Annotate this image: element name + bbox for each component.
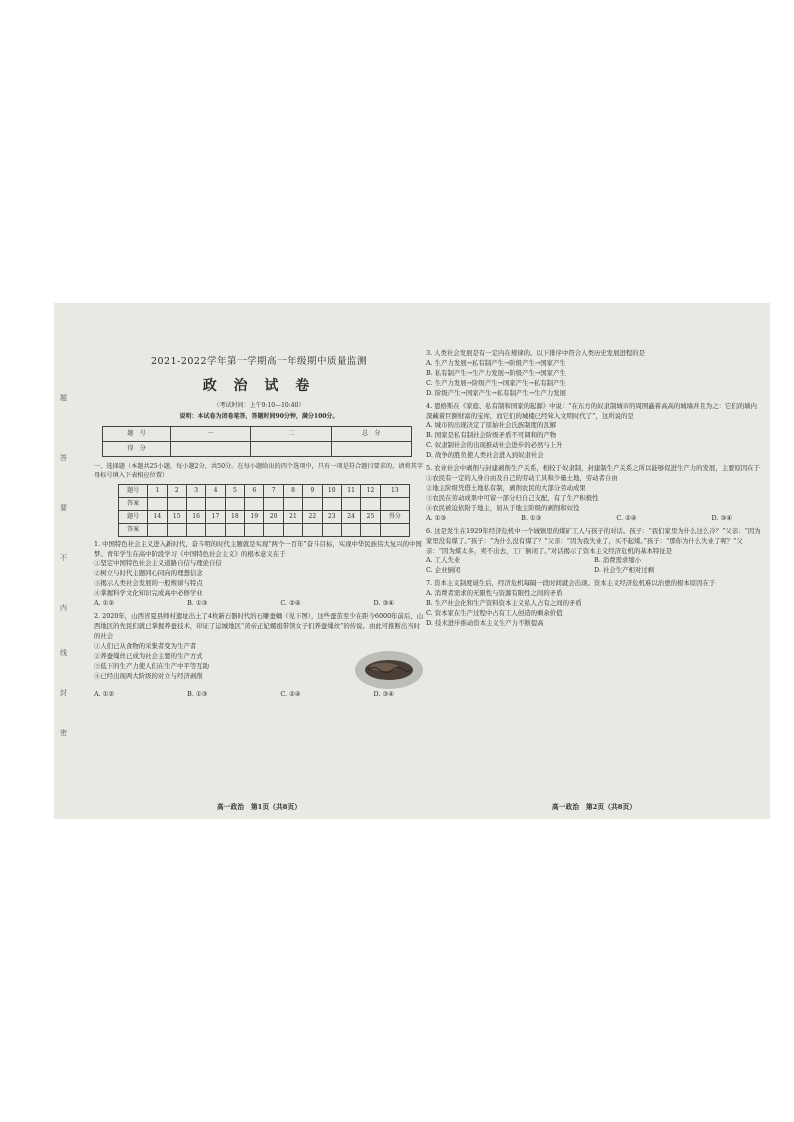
option: C. 资本家在生产过程中占有工人创造的剩余价值 (426, 609, 563, 618)
answer-input-cell[interactable] (186, 497, 205, 510)
exam-sheet (54, 303, 770, 819)
question-number-cell: 13 (380, 484, 409, 497)
option: A. 城市的出现决定了原始社会氏族制度的瓦解 (426, 421, 557, 430)
answer-input-cell[interactable] (303, 497, 322, 510)
choice-b: B. ①③ (521, 513, 542, 522)
question-stem: 7. 资本主义制度诞生后，经济危机每隔一段时间就会出现。资本主义经济危机难以治愈的根本原因在于 (426, 579, 716, 588)
question-number-cell: 得分 (380, 510, 409, 523)
choices-row (94, 599, 424, 609)
margin-label: 封 (60, 689, 67, 697)
exam-subject: 政 治 试 卷 (202, 377, 316, 394)
statement: ④已经出现两大阶级的对立与经济剥削 (94, 671, 203, 680)
answer-input-cell[interactable] (341, 523, 360, 536)
question-number-cell: 20 (264, 510, 283, 523)
answer-input-cell[interactable] (264, 523, 283, 536)
question-number-cell: 25 (361, 510, 380, 523)
statement: ③揭示人类社会发展的一般规律与特点 (94, 579, 203, 588)
page-2-footer: 高一政治 第2页（共8页） (551, 803, 637, 812)
question-number-cell: 3 (186, 484, 205, 497)
statement: ④农民被迫依附于地主，屈从于地主阶级的剥削和奴役 (426, 503, 580, 512)
question-6 (426, 527, 762, 577)
margin-label: 线 (60, 649, 67, 657)
margin-label: 内 (60, 604, 67, 612)
choice-a: A. ①③ (426, 513, 447, 522)
score-input-cell[interactable] (170, 442, 250, 457)
answer-table (118, 484, 410, 537)
answer-input-cell[interactable] (206, 497, 225, 510)
answer-input-cell[interactable] (361, 497, 380, 510)
choice-c: C. ②④ (280, 689, 301, 698)
answer-input-cell[interactable] (186, 523, 205, 536)
margin-label: 要 (60, 504, 67, 512)
choice-c: C. ②④ (280, 599, 301, 608)
choice-d: D. ③④ (373, 689, 394, 698)
answer-input-cell[interactable] (167, 497, 186, 510)
option: D. 阶级产生→国家产生→私有制产生→生产力发展 (426, 388, 567, 397)
question-number-cell: 8 (283, 484, 302, 497)
question-number-cell: 12 (361, 484, 380, 497)
answer-input-cell[interactable] (380, 497, 409, 510)
answer-row-label: 题号 (119, 510, 148, 523)
exam-title: 2021-2022学年第一学期高一年级期中质量监测 (150, 356, 368, 367)
question-4 (426, 402, 762, 462)
answer-row-label: 答案 (119, 497, 148, 510)
question-number-cell: 9 (303, 484, 322, 497)
choice-d: D. 社会生产相对过剩 (594, 566, 655, 575)
statement: ①坚定中国特色社会主义道路自信与理论自信 (94, 559, 222, 568)
option: B. 私有制产生→生产力发展→阶级产生→国家产生 (426, 368, 566, 377)
answer-row-label: 答案 (119, 523, 148, 536)
option: B. 生产社会化和生产资料资本主义私人占有之间的矛盾 (426, 599, 582, 608)
choice-a: A. ①② (94, 599, 115, 608)
answer-input-cell[interactable] (225, 497, 244, 510)
choice-c: C. 企业倒闭 (426, 566, 461, 575)
margin-label: 密 (60, 729, 67, 737)
question-number-cell: 14 (148, 510, 167, 523)
option: D. 技术进步推动资本主义生产力不断提高 (426, 618, 544, 627)
answer-row-label: 题号 (119, 484, 148, 497)
option: A. 消费者需求的无限性与资源有限性之间的矛盾 (426, 589, 563, 598)
option: C. 奴隶制社会的出现推动社会进步的必然与上升 (426, 441, 563, 450)
question-number-cell: 15 (167, 510, 186, 523)
question-number-cell: 10 (322, 484, 341, 497)
exam-note: 说明：本试卷为闭卷笔答，答题时间90分钟，满分100分。 (179, 412, 339, 420)
answer-input-cell[interactable] (361, 523, 380, 536)
question-number-cell: 17 (206, 510, 225, 523)
margin-label: 题 (60, 394, 67, 402)
answer-input-cell[interactable] (283, 523, 302, 536)
question-5 (426, 464, 762, 524)
score-input-cell[interactable] (251, 442, 331, 457)
stone-silkworm-image (354, 650, 424, 690)
answer-input-cell[interactable] (148, 523, 167, 536)
question-3 (426, 349, 762, 399)
score-cell: 总 分 (331, 427, 411, 442)
answer-input-cell[interactable] (264, 497, 283, 510)
section-1-heading: 一、选择题（本题共25小题，每小题2分，共50分。在每小题给出的四个选项中，只有一项是符合题目要求的，请将其字母标号填入下表相应位置） (94, 463, 424, 480)
question-number-cell: 2 (167, 484, 186, 497)
question-number-cell: 5 (225, 484, 244, 497)
answer-input-cell[interactable] (245, 497, 264, 510)
statement: ④掌握科学文化知识完成高中必修学业 (94, 589, 203, 598)
choice-b: B. ①③ (187, 689, 208, 698)
choice-b: B. ①③ (187, 599, 208, 608)
question-number-cell: 6 (245, 484, 264, 497)
answer-input-cell[interactable] (380, 523, 409, 536)
choice-d: D. ③④ (373, 599, 394, 608)
option: A. 生产力发展→私有制产生→阶级产生→国家产生 (426, 358, 566, 367)
page-2 (426, 303, 762, 819)
answer-input-cell[interactable] (303, 523, 322, 536)
option: D. 战争的胜负使人类社会进入到奴隶社会 (426, 451, 544, 460)
choice-b: B. 消费需求缩小 (594, 556, 642, 565)
margin-label: 不 (60, 554, 67, 562)
choice-a: A. ①② (94, 689, 115, 698)
option: B. 国家是私有制社会阶级矛盾不可调和的产物 (426, 431, 557, 440)
statement: ②树立与时代主题同心同向的理想信念 (94, 569, 203, 578)
statement: ②养蚕缫丝已成为社会主要的生产方式 (94, 651, 203, 660)
answer-input-cell[interactable] (225, 523, 244, 536)
answer-input-cell[interactable] (341, 497, 360, 510)
score-cell: 题 号 (103, 427, 171, 442)
answer-input-cell[interactable] (322, 497, 341, 510)
question-2 (94, 612, 424, 700)
page-1 (94, 303, 424, 819)
answer-input-cell[interactable] (322, 523, 341, 536)
question-number-cell: 16 (186, 510, 205, 523)
choices-row (426, 514, 762, 524)
score-cell: 二 (251, 427, 331, 442)
page-1-footer: 高一政治 第1页（共8页） (216, 803, 302, 812)
answer-input-cell[interactable] (245, 523, 264, 536)
question-stem: 4. 恩格斯在《家庭、私有制和国家的起源》中说：“在东方的奴隶制城市的周围矗着高高的城墙并且为之：它们的墙内深藏着巨额财富的宝库，而它们的城楼已经耸入文明时代了”，这所说的是 (426, 401, 757, 420)
statement: ②地主阶级凭借土地私有制，剥削农民的大部分劳动成果 (426, 483, 586, 492)
question-stem: 5. 农业社会中剥削与封建剥削生产关系，相较于奴隶制，封建制生产关系之所以能够促进生产力的发展，主要原因在于 (426, 464, 761, 473)
margin-label: 答 (60, 454, 67, 462)
exam-time: （考试时间：上午9:10—10:40） (213, 402, 305, 410)
question-stem: 3. 人类社会发展是有一定内在规律的。以下排序中符合人类历史发展进程的是 (426, 349, 646, 357)
choice-c: C. ②④ (616, 513, 637, 522)
score-cell: 得 分 (103, 442, 171, 457)
score-table (102, 426, 412, 457)
question-stem: 1. 中国特色社会主义进入新时代，奋斗明的时代主题就是实现“两个一百年”奋斗目标，实现中华民族伟大复兴的中国梦。青年学生在高中阶段学习《中国特色社会主义》的根本意义在于 (94, 539, 422, 558)
question-number-cell: 18 (225, 510, 244, 523)
score-input-cell[interactable] (331, 442, 411, 457)
question-1 (94, 540, 424, 609)
question-number-cell: 11 (341, 484, 360, 497)
choices-row (94, 690, 424, 700)
statement: ①人们已从食物的采集者变为生产者 (94, 641, 197, 650)
question-7 (426, 579, 762, 629)
question-number-cell: 4 (206, 484, 225, 497)
statement: ③农民在劳动成果中可留一部分归自己支配，有了生产积极性 (426, 493, 599, 502)
answer-input-cell[interactable] (167, 523, 186, 536)
statement: ①农民有一定的人身自由及自己的劳动工具和少量土地，劳动者自由 (426, 474, 618, 483)
binding-margin (54, 303, 78, 819)
question-number-cell: 7 (264, 484, 283, 497)
answer-input-cell[interactable] (206, 523, 225, 536)
statement: ③低下的生产力使人们在生产中平等互助 (94, 661, 210, 670)
question-number-cell: 19 (245, 510, 264, 523)
question-number-cell: 23 (322, 510, 341, 523)
choice-d: D. ③④ (711, 513, 732, 522)
option: C. 生产力发展→阶级产生→国家产生→私有制产生 (426, 378, 566, 387)
score-cell: 一 (170, 427, 250, 442)
answer-input-cell[interactable] (148, 497, 167, 510)
choice-a: A. 工人失业 (426, 556, 461, 565)
question-stem: 6. 这是发生在1929年经济危机中一个城镇里的煤矿工人与孩子的对话。孩子：“我们家里为什么这么冷？”父亲：“因为家里没有煤了。”孩子：“为什么没有煤了？”父亲：“因为我失业了，买不起煤。”孩子：“那你为什么失业了呢？”父亲：“因为煤太多，卖不出去，工厂倒闭了。”对话揭示了资本主义经济危机的基本特征是 (426, 526, 761, 555)
answer-input-cell[interactable] (283, 497, 302, 510)
question-stem: 2. 2020年，山西省夏县师村遗址出土了4枚新石器时代的石雕蚕蛹（见下图），这些蚕茧至少在距今6000年前后，山西地区的先民们就已掌握养蚕技术，印证了运城地区“黄帝正妃嫘祖带领女子们养蚕缫丝”的传说。由此可推断出当时的社会 (94, 612, 424, 640)
question-number-cell: 22 (303, 510, 322, 523)
question-number-cell: 21 (283, 510, 302, 523)
question-number-cell: 24 (341, 510, 360, 523)
question-number-cell: 1 (148, 484, 167, 497)
